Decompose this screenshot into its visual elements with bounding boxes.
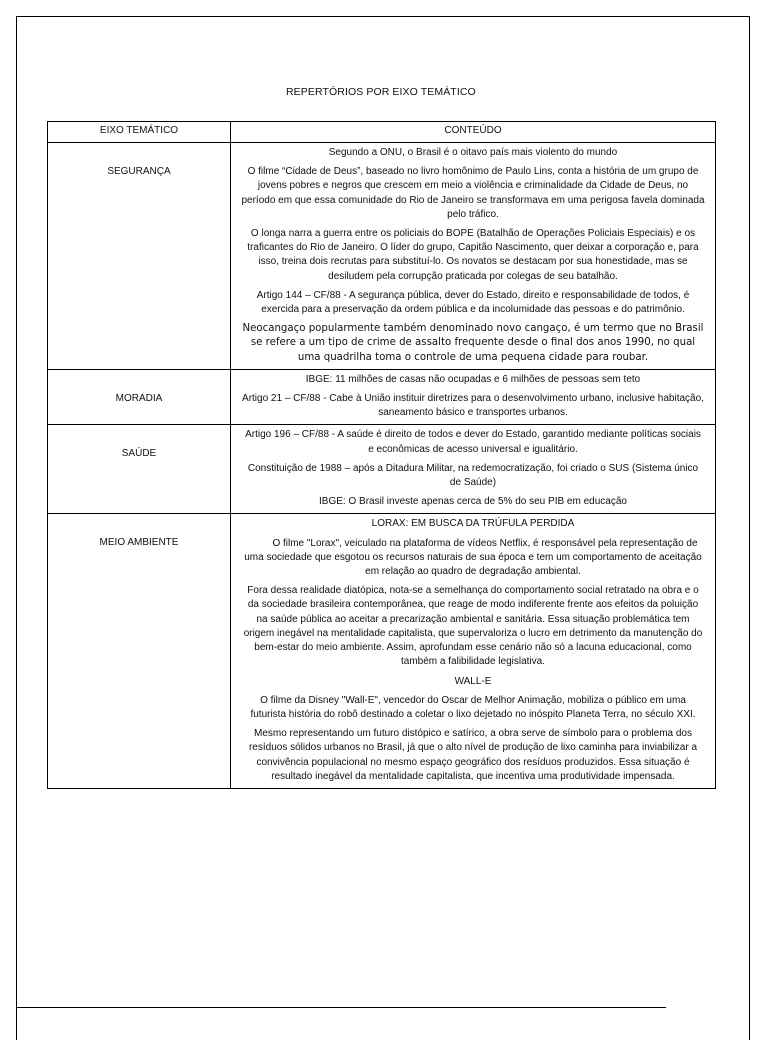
paragraph-heading: LORAX: EM BUSCA DA TRÚFULA PERDIDA — [371, 518, 575, 530]
conteudo-moradia — [231, 369, 716, 425]
table-row-moradia — [48, 369, 716, 425]
paragraph: Artigo 21 – CF/88 - Cabe à União instituir diretrizes para o desenvolvimento urbano, inclusive habitação, saneamento básico e transportes urbanos. — [242, 393, 704, 419]
eixo-moradia: MORADIA — [48, 369, 231, 425]
eixo-seguranca: SEGURANÇA — [48, 143, 231, 370]
paragraph: Artigo 144 – CF/88 - A segurança pública, dever do Estado, direito e responsabilidade de todos, é exercida para a preservação da ordem pública e da incolumidade das pessoas e do patrimônio. — [256, 289, 690, 316]
eixo-meio-ambiente: MEIO AMBIENTE — [48, 514, 231, 788]
header-eixo: EIXO TEMÁTICO — [48, 122, 231, 143]
paragraph: O filme “Cidade de Deus”, baseado no livro homônimo de Paulo Lins, conta a história de um grupo de jovens pobres e negros que crescem em meio a violência e criminalidade da Cidade de Deus, no período em que essa comunidade do Rio de Janeiro se transformava em uma perigosa favela dominada pelo tráfico. — [241, 166, 705, 220]
table-row-meio-ambiente — [48, 514, 716, 788]
paragraph: IBGE: O Brasil investe apenas cerca de 5% do seu PIB em educação — [319, 496, 627, 508]
conteudo-meio-ambiente — [231, 514, 716, 788]
paragraph: IBGE: 11 milhões de casas não ocupadas e 6 milhões de pessoas sem teto — [305, 373, 641, 385]
paragraph: Mesmo representando um futuro distópico e satírico, a obra serve de símbolo para o problema dos resíduos sólidos urbanos no Brasil, já que o alto nível de produção de lixo caminha para inviabilizar a convivência populacional no mesmo espaço geográfico dos resíduos produzidos. Essa situação é resultado inegável da mentalidade capitalista, que incentiva uma produtividade impensada. — [248, 728, 698, 782]
paragraph: O filme "Lorax", veiculado na plataforma de vídeos Netflix, é responsável pela representação de uma sociedade que esgotou os recursos naturais de sua época e tem um comportamento de aceitação em relação ao quadro de degradação ambiental. — [244, 537, 702, 578]
conteudo-seguranca — [231, 143, 716, 370]
conteudo-saude — [231, 425, 716, 514]
paragraph: Neocangaço popularmente também denominado novo cangaço, é um termo que no Brasil se refere a um tipo de crime de assalto frequente desde o final dos anos 1990, no qual uma quadrilha toma o controle de uma pequena cidade para roubar. — [242, 323, 704, 363]
repertoire-table — [47, 121, 716, 789]
paragraph: O filme da Disney "Wall-E", vencedor do Oscar de Melhor Animação, mobiliza o público em uma futurista história do robô destinado a coletar o lixo dejetado no inóspito Planeta Terra, no século XXI. — [250, 694, 696, 720]
document-title-text: REPERTÓRIOS POR EIXO TEMÁTICO — [286, 86, 476, 98]
footer-rule — [16, 1007, 666, 1008]
paragraph: O longa narra a guerra entre os policiais do BOPE (Batalhão de Operações Policiais Especiais) e os traficantes do Rio de Janeiro. O líder do grupo, Capitão Nascimento, quer deixar a corporação e, para isso, treina dois recrutas para substituí-lo. Os novatos se destacam por sua honestidade, mas se desiludem pela corrupção praticada por colegas de seu batalhão. — [247, 228, 699, 282]
paragraph: Fora dessa realidade diatópica, nota-se a semelhança do comportamento social retratado na obra e o da sociedade brasileira contemporânea, que reage de modo indiferente frente aos efeitos da poluição na saúde pública ao aceitar a precarização ambiental e sanitária. Essa situação problemática tem origem inegável na mentalidade capitalista, que supervaloriza o lucro em detrimento da manutenção do bem-estar do meio ambiente. Assim, aprofundam esse cenário não só a lacuna educacional, como também a falibilidade legislativa. — [243, 585, 703, 668]
table-row-seguranca — [48, 143, 716, 370]
table-row-saude — [48, 425, 716, 514]
header-conteudo: CONTEÚDO — [231, 122, 716, 143]
eixo-saude: SAÚDE — [48, 425, 231, 514]
paragraph: Artigo 196 – CF/88 - A saúde é direito de todos e dever do Estado, garantido mediante políticas sociais e econômicas de acesso universal e igualitário. — [245, 429, 701, 455]
paragraph: Constituição de 1988 – após a Ditadura Militar, na redemocratização, foi criado o SUS (Sistema único de Saúde) — [247, 462, 699, 489]
paragraph-heading: WALL-E — [454, 675, 492, 687]
paragraph: Segundo a ONU, o Brasil é o oitavo país mais violento do mundo — [328, 147, 618, 158]
table-header-row — [48, 122, 716, 143]
